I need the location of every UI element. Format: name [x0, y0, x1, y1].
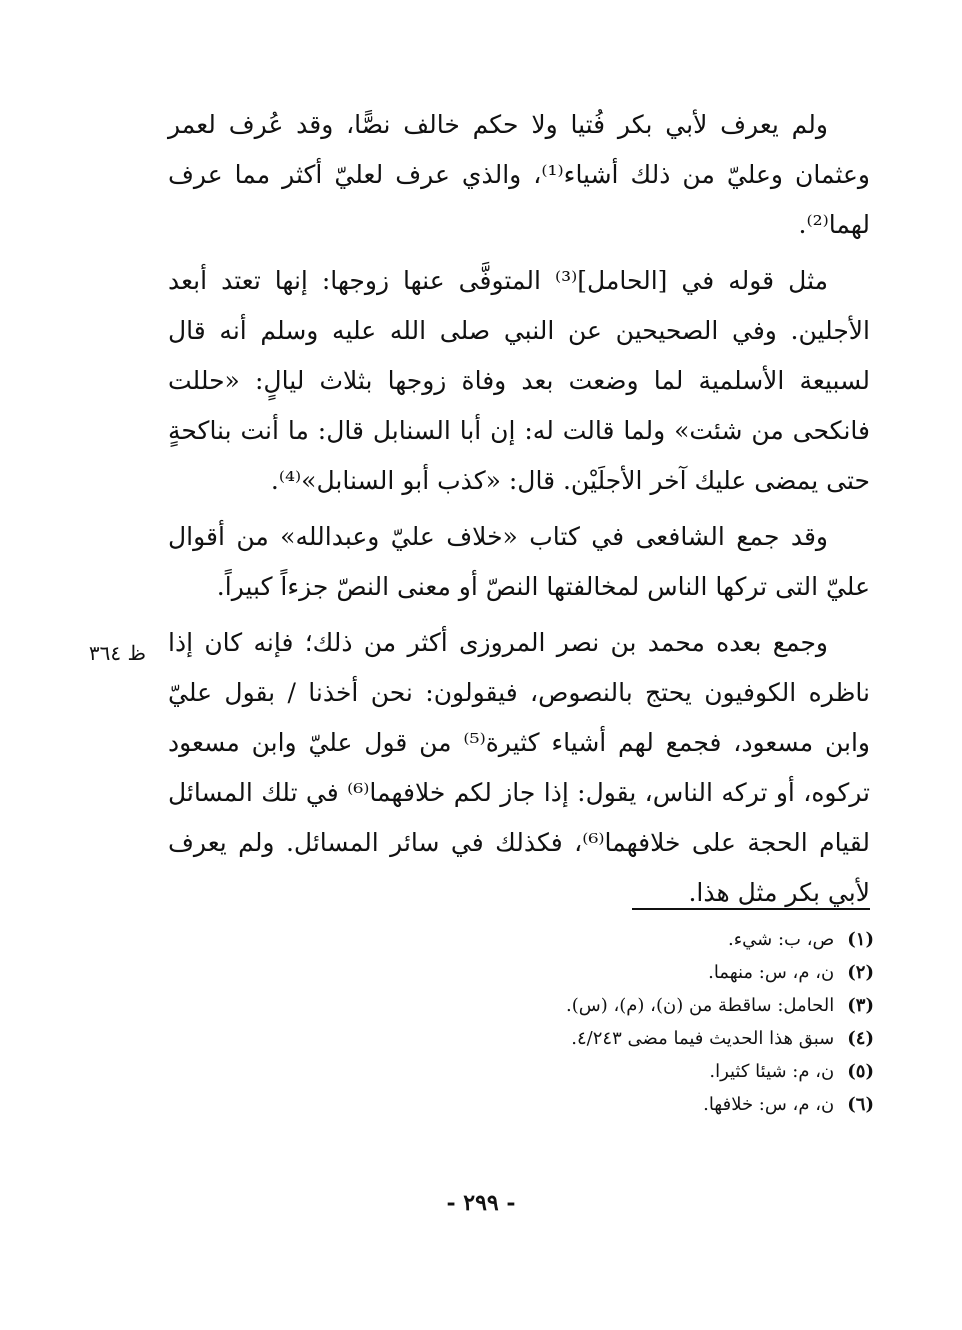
- main-text: [168, 100, 870, 924]
- footnote-number: (٢): [847, 962, 874, 983]
- footnote-number: (٣): [847, 995, 874, 1016]
- paragraph-4: وجمع بعده محمد بن نصر المروزى أكثر من ذلك؛ فإنه كان إذا ناظره الكوفيون يحتج بالنصوص، فيقولون: نحن أخذنا / بقول عليّ وابن مسعود، فجمع لهم أشياء كثيرة⁽⁵⁾ من قول عليّ وابن مسعود تركوه، أو تركه الناس، يقول: إذا جاز لكم خلافهما⁽⁶⁾ في تلك المسائل لقيام الحجة على خلافهما⁽⁶⁾، فكذلك في سائر المسائل. ولم يعرف لأبي بكر مثل هذا.: [168, 628, 870, 907]
- footnote-6: [420, 1089, 874, 1120]
- footnote-number: (٤): [847, 1028, 874, 1049]
- paragraph-2: مثل قوله في [الحامل]⁽³⁾ المتوفَّى عنها زوجها: إنها تعتد أبعد الأجلين. وفي الصحيحين عن النبي صلى الله عليه وسلم أنه قال لسبيعة الأسلمية لما وضعت بعد وفاة زوجها بثلاث ليالٍ: «حللت فانكحى من شئت» ولما قالت له: إن أبا السنابل قال: ما أنت بناكحةٍ حتى يمضى عليك آخر الأجلَيْن. قال: «كذب أبو السنابل»⁽⁴⁾.: [168, 266, 870, 495]
- footnote-text: الحامل: ساقطة من (ن)، (م)، (س).: [565, 995, 835, 1016]
- footnote-text: ص، ب: شيء.: [727, 929, 835, 950]
- paragraph-3: وقد جمع الشافعى في كتاب «خلاف عليّ وعبدالله» من أقوال عليّ التى تركها الناس لمخالفتها النصّ أو معنى النصّ جزءاً كبيراً.: [168, 522, 870, 601]
- footnote-3: [420, 990, 874, 1021]
- footnote-text: ن، م: شيئا كثيرا.: [709, 1061, 835, 1082]
- page-number: - ٢٩٩ -: [446, 1190, 516, 1216]
- footnote-2: [420, 957, 874, 988]
- footnote-text: ن، م، س: منهما.: [708, 962, 835, 983]
- footnote-text: ن، م، س: خلافها.: [703, 1094, 835, 1115]
- footnote-number: (٦): [847, 1094, 874, 1115]
- footnote-text: سبق هذا الحديث فيما مضى ٤/٢٤٣.: [571, 1028, 835, 1049]
- manuscript-folio-note: ظ ٣٦٤: [88, 641, 146, 665]
- footnote-1: [420, 924, 874, 955]
- footnote-4: [420, 1023, 874, 1054]
- paragraph-1: ولم يعرف لأبي بكر فُتيا ولا حكم خالف نصًّا، وقد عُرف لعمر وعثمان وعليّ من ذلك أشياء⁽¹⁾، والذي عرف لعليّ أكثر مما عرف لهما⁽²⁾.: [168, 110, 870, 239]
- footnote-divider: [632, 908, 870, 910]
- footnotes-list: [420, 924, 874, 1122]
- footnote-number: (١): [847, 929, 874, 950]
- footnote-5: [420, 1056, 874, 1087]
- footnote-number: (٥): [847, 1061, 874, 1082]
